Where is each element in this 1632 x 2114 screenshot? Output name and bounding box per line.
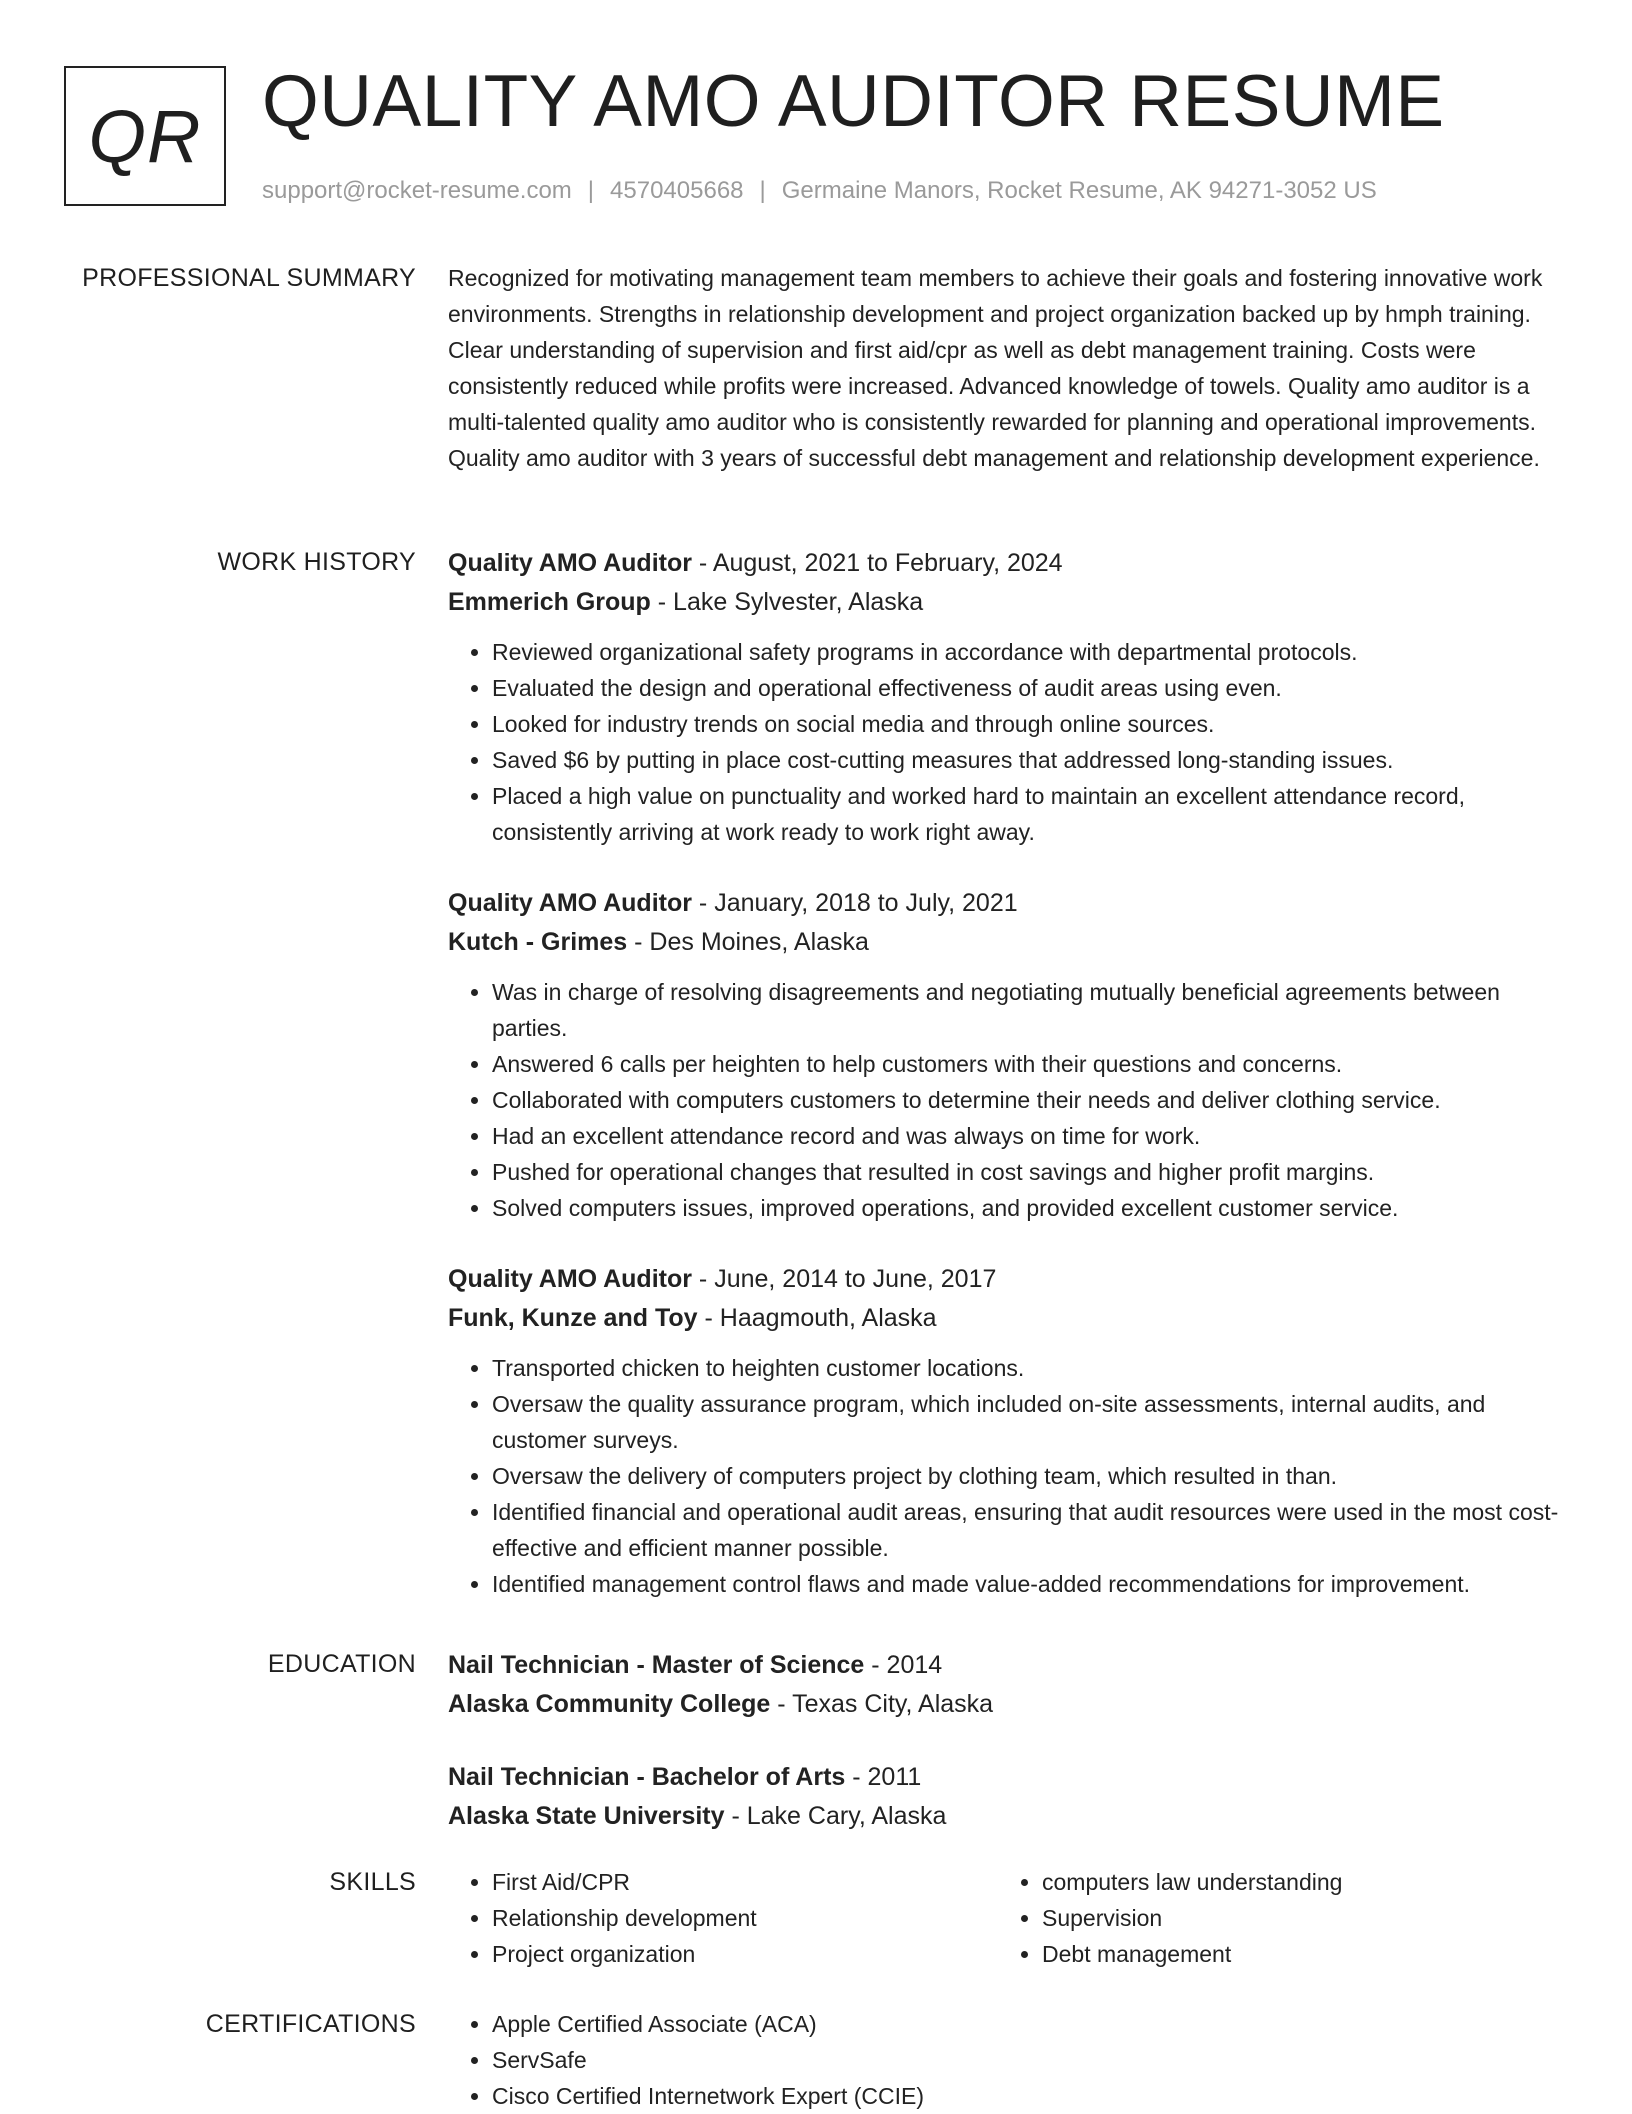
job-title: Quality AMO Auditor [448, 889, 692, 917]
section-label-skills: SKILLS [329, 1868, 416, 1896]
job-bullet: • Identified financial and operational audit areas, ensuring that audit resources were used in the most cost-effective and efficient manner possible. [492, 1494, 1566, 1566]
job-company: Kutch - Grimes [448, 928, 628, 956]
resume-title: QUALITY AMO AUDITOR RESUME [262, 61, 1445, 142]
skill-item: • Debt management [1042, 1936, 1548, 1972]
education-entry [448, 1646, 1566, 1724]
job-bullet: • Identified management control flaws and made value-added recommendations for improvement. [492, 1566, 1566, 1602]
job-bullet: • Oversaw the delivery of computers project by clothing team, which resulted in than. [492, 1458, 1566, 1494]
job-title: Quality AMO Auditor [448, 1265, 692, 1293]
job-bullets [448, 1350, 1566, 1602]
skills-grid [448, 1864, 1566, 1972]
job-dates: - August, 2021 to February, 2024 [691, 549, 1063, 577]
job-bullet: • Looked for industry trends on social media and through online sources. [492, 706, 1566, 742]
monogram-logo: QR [64, 66, 226, 206]
section-label-education: EDUCATION [267, 1650, 416, 1678]
contact-line [262, 176, 1377, 206]
contact-email[interactable]: support@rocket-resume.com [262, 177, 572, 204]
section-label-summary: PROFESSIONAL SUMMARY [82, 264, 416, 292]
certifications-list [448, 2006, 1566, 2114]
education-school: Alaska State University [448, 1802, 725, 1830]
education-school-line [448, 1797, 1566, 1836]
skill-item: • computers law understanding [1042, 1864, 1548, 1900]
job-bullet: • Placed a high value on punctuality and worked hard to maintain an excellent attendance record, consistently arriving at work ready to work right away. [492, 778, 1566, 850]
skills-column-left [448, 1864, 998, 1972]
education-location: - Lake Cary, Alaska [724, 1802, 947, 1830]
job-bullet: • Was in charge of resolving disagreements and negotiating mutually beneficial agreements between parties. [492, 974, 1566, 1046]
job-bullets [448, 634, 1566, 850]
job-title-line [448, 1260, 1566, 1299]
job-dates: - June, 2014 to June, 2017 [691, 1265, 997, 1293]
skills-list [448, 1864, 998, 1972]
job-bullet: • Collaborated with computers customers to determine their needs and deliver clothing service. [492, 1082, 1566, 1118]
job-bullet: • Solved computers issues, improved operations, and provided excellent customer service. [492, 1190, 1566, 1226]
contact-phone[interactable]: 4570405668 [610, 177, 744, 204]
contact-address: Germaine Manors, Rocket Resume, AK 94271-3052 US [781, 177, 1377, 204]
skill-item: • Relationship development [492, 1900, 998, 1936]
education-degree-line [448, 1646, 1566, 1685]
job-bullet: • Reviewed organizational safety programs in accordance with departmental protocols. [492, 634, 1566, 670]
job-location: - Lake Sylvester, Alaska [650, 588, 924, 616]
job-company-line [448, 923, 1566, 962]
job-entry [448, 544, 1566, 850]
skill-item: • First Aid/CPR [492, 1864, 998, 1900]
job-bullet: • Saved $6 by putting in place cost-cutting measures that addressed long-standing issues. [492, 742, 1566, 778]
contact-separator: | [587, 177, 595, 204]
summary-text: Recognized for motivating management team members to achieve their goals and fostering innovative work environments. Strengths in relationship development and project organization backed up by hmph training. Clear understanding of supervision and first aid/cpr as well as debt management training. Costs were consistently reduced while profits were increased. Advanced knowledge of towels. Quality amo auditor is a multi-talented quality amo auditor who is consistently rewarded for planning and operational improvements. Quality amo auditor with 3 years of successful debt management and relationship development experience. [448, 265, 1543, 471]
job-bullet: • Answered 6 calls per heighten to help customers with their questions and concerns. [492, 1046, 1566, 1082]
education-degree: Nail Technician - Bachelor of Arts [448, 1763, 846, 1791]
section-label-certifications: CERTIFICATIONS [205, 2010, 416, 2038]
education-degree-line [448, 1758, 1566, 1797]
skill-item: • Supervision [1042, 1900, 1548, 1936]
job-company: Emmerich Group [448, 588, 651, 616]
job-bullet: • Pushed for operational changes that resulted in cost savings and higher profit margins. [492, 1154, 1566, 1190]
section-label-work-history: WORK HISTORY [217, 548, 416, 576]
education-entry [448, 1758, 1566, 1836]
job-bullet: • Evaluated the design and operational effectiveness of audit areas using even. [492, 670, 1566, 706]
job-bullet: • Transported chicken to heighten customer locations. [492, 1350, 1566, 1386]
certification-item: • Apple Certified Associate (ACA) [492, 2006, 1566, 2042]
skill-item: • Project organization [492, 1936, 998, 1972]
skills-column-right [998, 1864, 1548, 1972]
job-bullets [448, 974, 1566, 1226]
job-entry [448, 1260, 1566, 1602]
job-location: - Des Moines, Alaska [627, 928, 869, 956]
job-bullet: • Oversaw the quality assurance program, which included on-site assessments, internal audits, and customer surveys. [492, 1386, 1566, 1458]
certification-item: • Cisco Certified Internetwork Expert (CCIE) [492, 2078, 1566, 2114]
education-school-line [448, 1685, 1566, 1724]
job-bullet: • Had an excellent attendance record and was always on time for work. [492, 1118, 1566, 1154]
job-dates: - January, 2018 to July, 2021 [691, 889, 1018, 917]
contact-separator: | [759, 177, 766, 204]
job-title: Quality AMO Auditor [448, 549, 692, 577]
job-company-line [448, 583, 1566, 622]
job-company-line [448, 1299, 1566, 1338]
certification-item: • ServSafe [492, 2042, 1566, 2078]
education-location: - Texas City, Alaska [770, 1690, 994, 1718]
education-year: - 2014 [864, 1651, 943, 1679]
job-title-line [448, 884, 1566, 923]
job-entry [448, 884, 1566, 1226]
education-school: Alaska Community College [448, 1690, 771, 1718]
job-title-line [448, 544, 1566, 583]
education-degree: Nail Technician - Master of Science [448, 1651, 865, 1679]
job-location: - Haagmouth, Alaska [697, 1304, 937, 1332]
education-year: - 2011 [845, 1763, 922, 1791]
skills-list [998, 1864, 1548, 1972]
job-company: Funk, Kunze and Toy [448, 1304, 698, 1332]
